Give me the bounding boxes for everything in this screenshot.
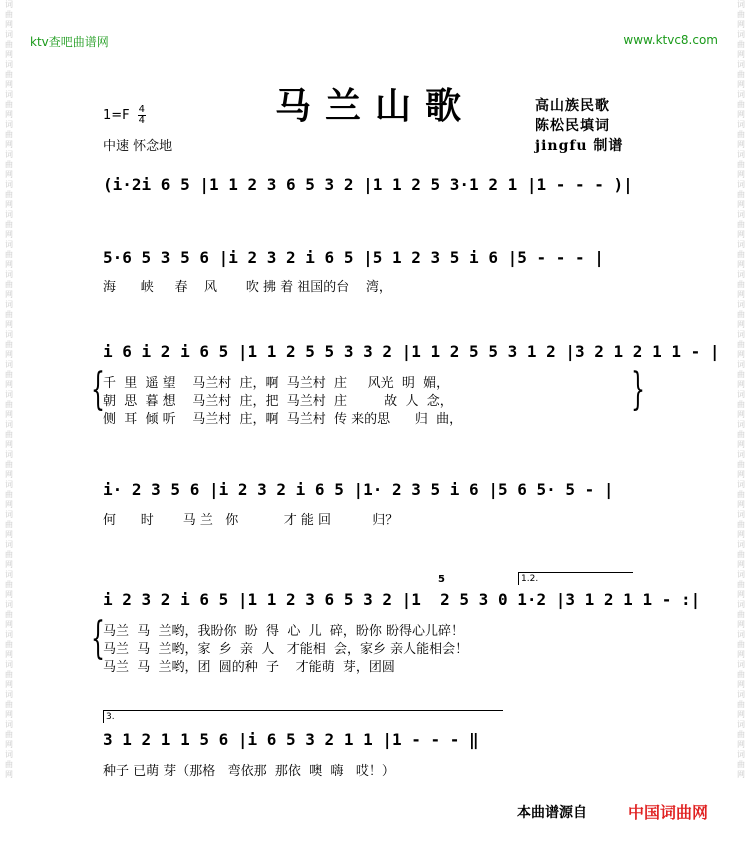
credit-lyricist: 陈松民填词 — [535, 118, 610, 134]
time-top: 4 — [138, 104, 145, 115]
tempo-marking: 中速 怀念地 — [103, 139, 173, 154]
score-row-5-lyrics-1: 马兰 马 兰哟，我盼你 盼 得 心 儿 碎，盼你 盼得心儿碎！ — [103, 624, 464, 639]
score-row-5-lyrics-3: 马兰 马 兰哟，团 圆的种 子 才能萌 芽，团圆 — [103, 660, 395, 675]
volta-first-second: 1.2. — [518, 572, 633, 585]
key-label: 1=F — [103, 108, 130, 123]
source-site-link[interactable]: 中国词曲网 — [628, 803, 709, 822]
site-link-left[interactable]: ktv查吧曲谱网 — [30, 35, 109, 49]
score-row-2-notes: 5·6 5 3 5 6 |i 2 3 2 i 6 5 |5 1 2 3 5 i 6 |5 - - - | — [103, 248, 604, 267]
grace-note: 5 — [438, 574, 445, 585]
verse-brace-left: { — [91, 364, 105, 415]
score-row-6-lyrics: 种子 已萌 芽（那格 弯依那 那依 噢 嗨 哎！） — [103, 764, 395, 779]
side-watermark-right: 词曲网词曲网词曲网词曲网词曲网词曲网词曲网词曲网词曲网词曲网词曲网词曲网词曲网词曲网词曲网词曲网词曲网词曲网词曲网词曲网词曲网词曲网词曲网词曲网词曲网词曲网 — [737, 0, 745, 779]
score-row-3-lyrics-1: 千 里 遥 望 马兰村 庄，啊 马兰村 庄 风光 明 媚， — [103, 376, 450, 391]
score-row-3-lyrics-2: 朝 思 暮 想 马兰村 庄，把 马兰村 庄 故 人 念， — [103, 394, 453, 409]
score-row-1-notes: (i·2i 6 5 |1 1 2 3 6 5 3 2 |1 1 2 5 3·1 2 1 |1 - - - )| — [103, 175, 633, 194]
time-signature — [138, 105, 146, 126]
verse-brace-right: } — [631, 364, 645, 415]
refrain-brace-left: { — [91, 613, 105, 664]
side-watermark-left: 词曲网词曲网词曲网词曲网词曲网词曲网词曲网词曲网词曲网词曲网词曲网词曲网词曲网词曲网词曲网词曲网词曲网词曲网词曲网词曲网词曲网词曲网词曲网词曲网词曲网词曲网 — [5, 0, 13, 779]
site-link-right[interactable]: www.ktvc8.com — [623, 33, 718, 47]
source-label: 本曲谱源自 — [517, 805, 587, 821]
time-bottom: 4 — [138, 115, 145, 126]
score-row-5-lyrics-2: 马兰 马 兰哟，家 乡 亲 人 才能相 会，家乡 亲人能相会！ — [103, 642, 469, 657]
score-row-2-lyrics: 海 峡 春 风 吹 拂 着 祖国的台 湾， — [103, 280, 392, 295]
score-row-6-notes: 3 1 2 1 1 5 6 |i 6 5 3 2 1 1 |1 - - - ‖ — [103, 730, 479, 749]
score-row-3-lyrics-3: 侧 耳 倾 听 马兰村 庄，啊 马兰村 传 来的思 归 曲， — [103, 412, 463, 427]
key-signature — [103, 105, 146, 126]
credit-origin: 高山族民歌 — [535, 98, 610, 114]
credit-arranger: jingfu 制谱 — [535, 138, 624, 154]
score-row-5-notes: i 2 3 2 i 6 5 |1 1 2 3 6 5 3 2 |1 2 5 3 0 1·2 |3 1 2 1 1 - :| — [103, 590, 701, 609]
score-row-4-notes: i· 2 3 5 6 |i 2 3 2 i 6 5 |1· 2 3 5 i 6 |5 6 5· 5 - | — [103, 480, 614, 499]
volta-third: 3. — [103, 710, 503, 723]
score-row-3-notes: i 6 i 2 i 6 5 |1 1 2 5 5 3 3 2 |1 1 2 5 5 3 1 2 |3 2 1 2 1 1 - | — [103, 342, 720, 361]
song-title: 马兰山歌 — [274, 85, 475, 127]
score-row-4-lyrics: 何 时 马 兰 你 才 能 回 归？ — [103, 513, 399, 528]
